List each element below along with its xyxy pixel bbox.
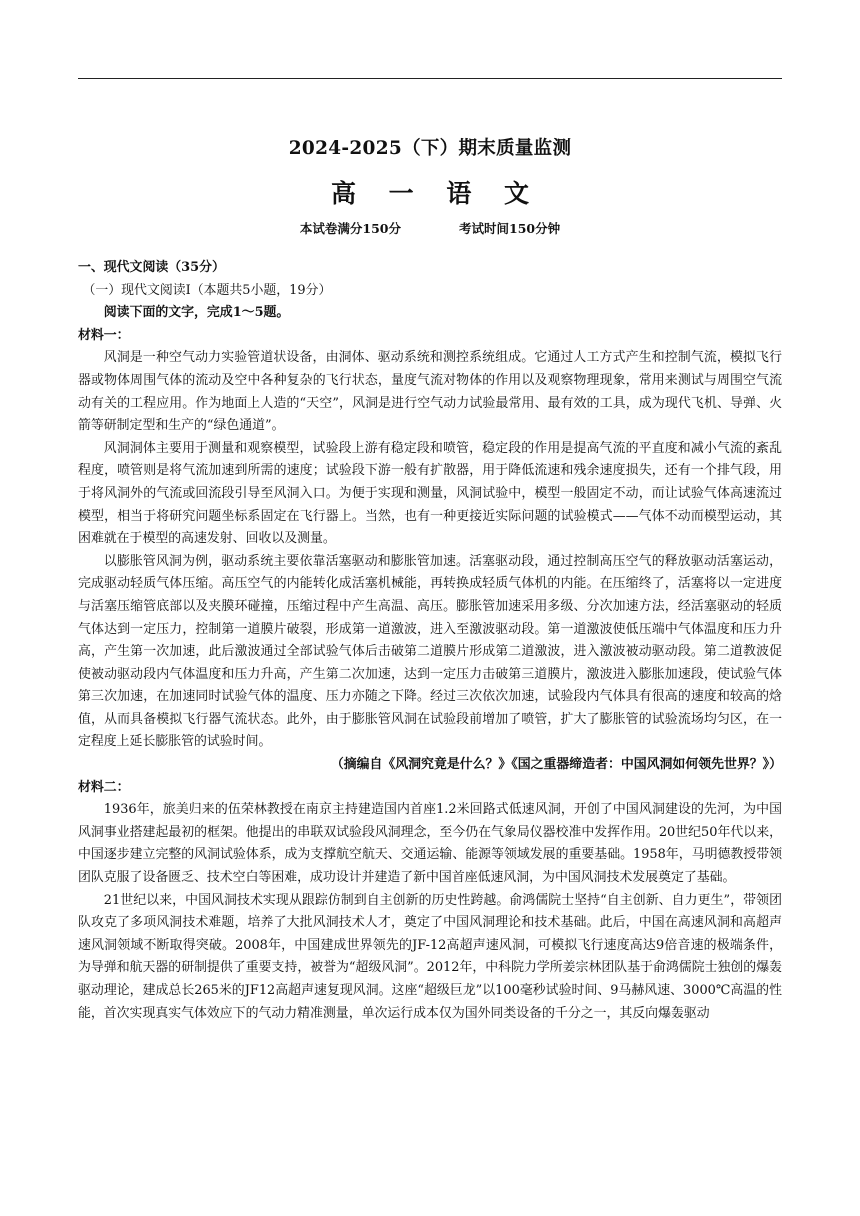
material1-paragraph: 风洞洞体主要用于测量和观察模型，试验段上游有稳定段和喷管，稳定段的作用是提高气流的平直度和减小气流的紊乱程度，喷管则是将气流加速到所需的速度；试验段下游一般有扩散器，用于降低流速和残余速度损失，还有一个排气段，用于将风洞外的气流或回流段引导至风洞入口。为便于实现和测量，风洞试验中，模型一般固定不动，而让试验气体高速流过模型，相当于将研究问题坐标系固定在飞行器上。当然，也有一种更接近实际问题的试验模式——气体不动而模型运动，其困难就在于模型的高速发射、回收以及测量。: [78, 440, 782, 547]
document-body: [78, 257, 782, 1025]
sub-heading: （一）现代文阅读Ⅰ（本题共5小题，19分）: [82, 282, 332, 298]
material2-paragraph: 1936年，旅美归来的伍荣林教授在南京主持建造国内首座1.2米回路式低速风洞，开创了中国风洞建设的先河，为中国风洞事业搭建起最初的框架。他提出的串联双试验段风洞理念，至今仍在气象局仪器校准中发挥作用。20世纪50年代以来，中国逐步建立完整的风洞试验体系，成为支撑航空航天、交通运输、能源等领域发展的重要基础。1958年，马明德教授带领团队克服了设备匮乏、技术空白等困难，成功设计并建造了新中国首座低速风洞，为中国风洞技术发展奠定了基础。: [78, 802, 782, 886]
material2-paragraph: 21世纪以来，中国风洞技术实现从跟踪仿制到自主创新的历史性跨越。俞鸿儒院士坚持“自主创新、自力更生”，带领团队攻克了多项风洞技术难题，培养了大批风洞技术人才，奠定了中国风洞理论和技术基础。此后，中国在高速风洞和高超声速风洞领域不断取得突破。2008年，中国建成世界领先的JF-12高超声速风洞，可模拟飞行速度高达9倍音速的极端条件，为导弹和航天器的研制提供了重要支持，被誉为“超级风洞”。2012年，中科院力学所姜宗林团队基于俞鸿儒院士独创的爆轰驱动理论，建成总长265米的JF12高超声速复现风洞。这座“超级巨龙”以100毫秒试验时间、9马赫风速、3000℃高温的性能，首次实现真实气体效应下的气动力精准测量，单次运行成本仅为国外同类设备的千分之一，其反向爆轰驱动: [78, 892, 782, 1021]
exam-title: 2024-2025（下）期末质量监测: [288, 138, 572, 159]
material2-label: 材料二：: [78, 779, 130, 795]
material1-paragraph: 以膨胀管风洞为例，驱动系统主要依靠活塞驱动和膨胀管加速。活塞驱动段，通过控制高压空气的释放驱动活塞运动，完成驱动轻质气体压缩。高压空气的内能转化成活塞机械能，再转换成轻质气体机的内能。在压缩终了，活塞将以一定进度与活塞压缩管底部以及夹膜环碰撞，压缩过程中产生高温、高压。膨胀管加速采用多级、分次加速方法，经活塞驱动的轻质气体达到一定压力，控制第一道膜片破裂，形成第一道激波，进入至激波驱动段。第一道激波使低压端中气体温度和压力升高，产生第一次加速，此后激波通过全部试验气体后击破第二道膜片形成第二道激波，进入激波被动驱动段。第二道教波促使被动驱动段内气体温度和压力升高，产生第二次加速，达到一定压力击破第三道膜片，激波进入膨胀加速段，使试验气体第三次加速，在加速同时试验气体的温度、压力亦随之下降。经过三次依次加速，试验段内气体具有很高的速度和较高的焓值，从而具备模拟飞行器气流状态。此外，由于膨胀管风洞在试验段前增加了喷管，扩大了膨胀管的试验流场均匀区，在一定程度上延长膨胀管的试验时间。: [78, 553, 782, 750]
header-rule: [78, 78, 782, 79]
subject-title: 高 一 语 文: [330, 179, 542, 208]
full-score: 本试卷满分150分: [299, 221, 401, 236]
instruction: 阅读下面的文字，完成1～5题。: [103, 305, 290, 321]
exam-meta: [0, 219, 860, 237]
section-heading: 一、现代文阅读（35分）: [78, 260, 225, 275]
exam-time: 考试时间150分钟: [459, 221, 561, 236]
material1-label: 材料一：: [78, 327, 130, 343]
material1-source: （摘编自《风洞究竟是什么？》《国之重器缔造者：中国风洞如何领先世界？》）: [330, 757, 782, 773]
material1-paragraph: 风洞是一种空气动力实验管道状设备，由洞体、驱动系统和测控系统组成。它通过人工方式产生和控制气流，模拟飞行器或物体周围气体的流动及空中各种复杂的飞行状态，量度气流对物体的作用以及观察物理现象，常用来测试与周围空气流动有关的工程应用。作为地面上人造的“天空”，风洞是进行空气动力试验最常用、最有效的工具，成为现代飞机、导弹、火箭等研制定型和生产的“绿色通道”。: [78, 350, 782, 434]
